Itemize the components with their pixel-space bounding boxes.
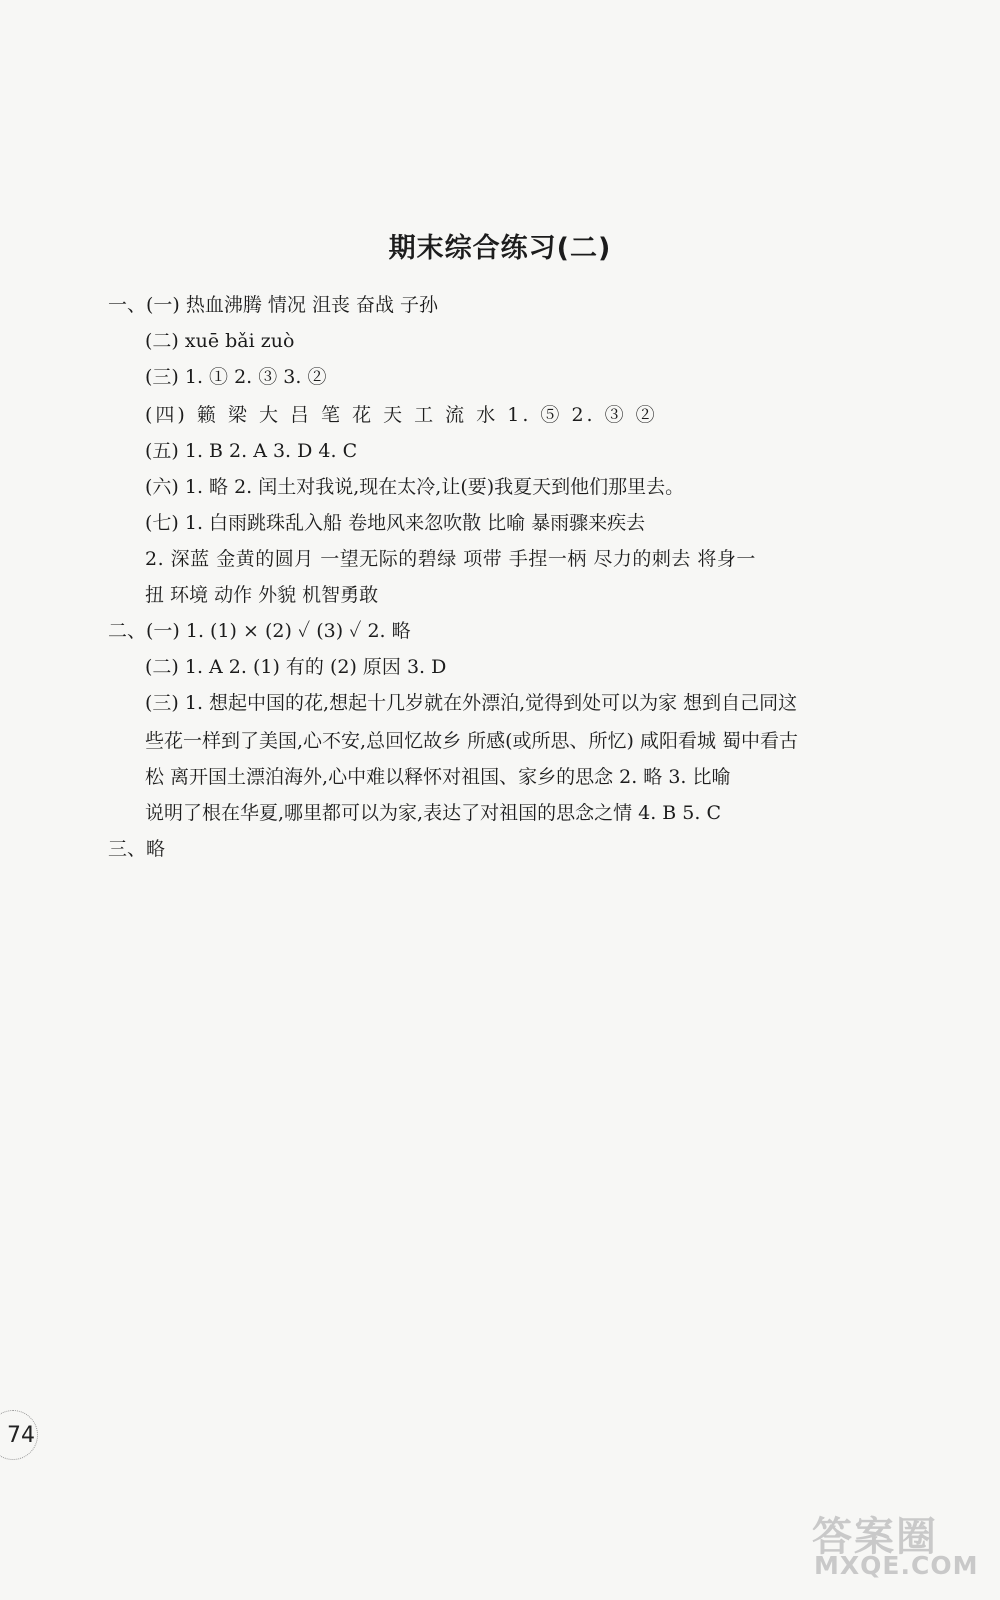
page-title: 期末综合练习(二) bbox=[388, 233, 612, 264]
answer-line-1-6: (六) 1. 略 2. 闰土对我说,现在太冷,让(要)我夏天到他们那里去。 bbox=[145, 476, 685, 498]
answer-line-1-4: (四) 籁 梁 大 吕 笔 花 天 工 流 水 1. ⑤ 2. ③ ② bbox=[145, 404, 658, 426]
answer-line-1-7: (七) 1. 白雨跳珠乱入船 卷地风来忽吹散 比喻 暴雨骤来疾去 bbox=[145, 512, 646, 534]
answer-line-2-2: (二) 1. A 2. (1) 有的 (2) 原因 3. D bbox=[145, 656, 447, 678]
answer-line-1-8: 2. 深蓝 金黄的圆月 一望无际的碧绿 项带 手捏一柄 尽力的刺去 将身一 bbox=[145, 548, 756, 570]
answer-line-1-5: (五) 1. B 2. A 3. D 4. C bbox=[145, 440, 358, 462]
answer-line-2-4: 些花一样到了美国,心不安,总回忆故乡 所感(或所思、所忆) 咸阳看城 蜀中看古 bbox=[145, 730, 799, 752]
answer-line-3-1: 三、略 bbox=[108, 838, 166, 860]
answer-line-2-5: 松 离开国土漂泊海外,心中难以释怀对祖国、家乡的思念 2. 略 3. 比喻 bbox=[145, 766, 731, 788]
answer-line-1-9: 扭 环境 动作 外貌 机智勇敢 bbox=[145, 584, 379, 606]
answer-line-1-1: 一、(一) 热血沸腾 情况 沮丧 奋战 子孙 bbox=[108, 294, 439, 316]
watermark-logo bbox=[812, 1505, 982, 1590]
answer-line-2-3: (三) 1. 想起中国的花,想起十几岁就在外漂泊,觉得到处可以为家 想到自己同这 bbox=[145, 692, 798, 714]
page-number: 74 bbox=[0, 1410, 38, 1460]
answer-line-1-2: (二) xuē bǎi zuò bbox=[145, 330, 295, 352]
answer-line-2-1: 二、(一) 1. (1) × (2) ✓ (3) ✓ 2. 略 bbox=[108, 620, 411, 642]
watermark-url-text: MXQE.COM bbox=[814, 1551, 979, 1580]
watermark-top-text: 答案圈 bbox=[812, 1514, 938, 1560]
answer-line-2-6: 说明了根在华夏,哪里都可以为家,表达了对祖国的思念之情 4. B 5. C bbox=[145, 802, 721, 824]
answer-line-1-3: (三) 1. ① 2. ③ 3. ② bbox=[145, 366, 327, 388]
